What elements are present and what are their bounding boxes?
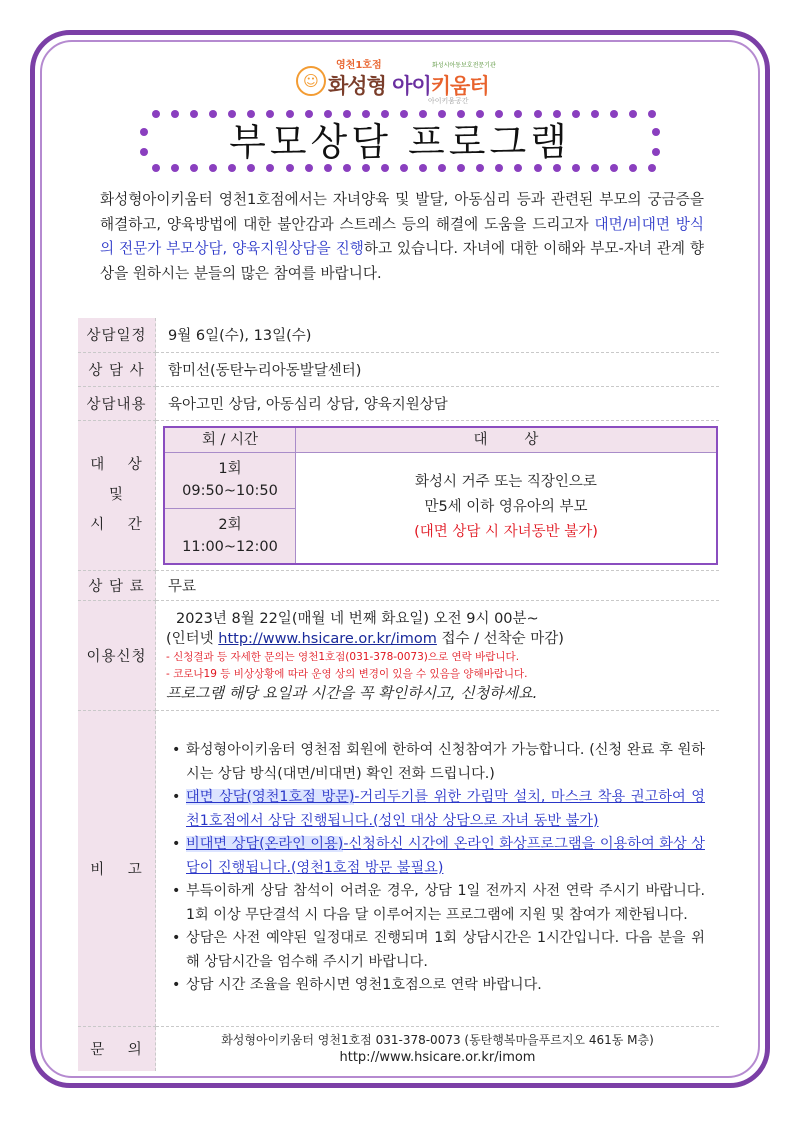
session-1-num: 1회 [218, 461, 242, 477]
session-1 [164, 452, 296, 508]
list-item: • 대면 상담(영천1호점 방문)-거리두기를 위한 가림막 설치, 마스크 착용 권고하여 영천1호점에서 상담 진행됩니다.(성인 대상 상담으로 자녀 동반 불가) [172, 789, 705, 829]
row-fee [78, 571, 719, 601]
apply-note-1: - 신청결과 등 자세한 문의는 영천1호점(031-378-0073)으로 연락 바랍니다. [166, 650, 520, 663]
title-border-dot [400, 164, 408, 172]
session-2-time: 11:00~12:00 [182, 538, 278, 555]
session-table [163, 426, 718, 566]
apply-line2-pre: (인터넷 [166, 630, 219, 647]
title-border-dot [343, 110, 351, 118]
counselor-value: 함미선(동탄누리아동발달센터) [156, 352, 720, 386]
target-cell [156, 420, 720, 571]
target-label-line3: 시 간 [90, 517, 143, 534]
info-table [78, 318, 719, 1071]
title-border-dot [171, 110, 179, 118]
remarks-cell [156, 711, 720, 1027]
apply-label: 이용신청 [78, 601, 156, 711]
title-border-dot [400, 110, 408, 118]
title-border-dot [305, 164, 313, 172]
logo-name-part3: 키움터 [430, 74, 489, 98]
row-apply [78, 601, 719, 711]
target-label [78, 420, 156, 571]
session-2 [164, 508, 296, 564]
logo-sub: 아이키움공간 [428, 97, 469, 105]
title-border-dot [305, 110, 313, 118]
title-border-dot [553, 164, 561, 172]
apply-emphasis: 프로그램 해당 요일과 시간을 꼭 확인하시고, 신청하세요. [166, 683, 538, 702]
title-border-dot [648, 164, 656, 172]
target-label-line1: 대 상 [90, 457, 143, 474]
title-border-dot [534, 110, 542, 118]
target-label-line2: 및 [108, 487, 124, 504]
list-item: • 부득이하게 상담 참석이 어려운 경우, 상담 1일 전까지 사전 연락 주시기 바랍니다. 1회 이상 무단결석 시 다음 달 이루어지는 프로그램에 지원 및 참여가 제한됩니다. [172, 883, 705, 923]
contact-cell [156, 1027, 720, 1071]
session-col-header: 회 / 시간 [164, 427, 296, 453]
title-border-dot [648, 110, 656, 118]
title-border-dot [591, 110, 599, 118]
target-line3: (대면 상담 시 자녀동반 불가) [414, 524, 598, 541]
title-box [140, 110, 660, 172]
title-border-dot [362, 164, 370, 172]
target-description [296, 452, 718, 564]
title-border-dot [286, 164, 294, 172]
intro-paragraph [100, 188, 704, 286]
title-border-dot [140, 148, 148, 156]
title-border-dot [629, 110, 637, 118]
row-content [78, 386, 719, 420]
session-1-time: 09:50~10:50 [182, 483, 278, 499]
logo-name-part1: 화성형 [328, 74, 386, 98]
intro-text-1: 화성형아이키움터 영천1호점에서는 자녀양육 및 발달, 아동심리 등과 관련된 부모의 궁금증을 해결하고, 양육방법에 대한 불안감과 스트레스 등의 해결에 도움을 드리고자 [100, 191, 704, 233]
list-item: • 상담은 사전 예약된 일정대로 진행되며 1회 상담시간은 1시간입니다. 다음 분을 위해 상담시간을 엄수해 주시기 바랍니다. [172, 930, 705, 970]
row-target [78, 420, 719, 571]
title-border-dot [419, 110, 427, 118]
row-schedule [78, 318, 719, 352]
content-value: 육아고민 상담, 아동심리 상담, 양육지원상담 [156, 386, 720, 420]
target-line2: 만5세 이하 영유아의 부모 [424, 499, 588, 516]
apply-line1: 2023년 8월 22일(매월 네 번째 화요일) 오전 9시 00분~ [176, 610, 539, 627]
title-border-dot [286, 110, 294, 118]
title-border-dot [419, 164, 427, 172]
title-border-dot [381, 110, 389, 118]
row-counselor [78, 352, 719, 386]
title-border-dot [152, 110, 160, 118]
content-label: 상담내용 [78, 386, 156, 420]
title-border-dot [324, 110, 332, 118]
target-col-header: 대 상 [296, 427, 718, 453]
intro-highlight: 대면/비대면 방식의 전문가 부모상담, 양육지원상담을 진행 [100, 215, 704, 257]
contact-url[interactable]: http://www.hsicare.or.kr/imom [339, 1049, 536, 1065]
counselor-label: 상 담 사 [78, 352, 156, 386]
list-item: • 상담 시간 조율을 원하시면 영천1호점으로 연락 바랍니다. [172, 977, 542, 994]
smile-face-icon: ☺ [296, 66, 326, 96]
title-border-dot [591, 164, 599, 172]
list-item: • 화성형아이키움터 영천점 회원에 한하여 신청참여가 가능합니다. (신청 완료 후 원하시는 상담 방식(대면/비대면) 확인 전화 드립니다.) [172, 742, 705, 782]
remarks-label: 비 고 [78, 711, 156, 1027]
logo [296, 52, 526, 108]
title-border-dot [343, 164, 351, 172]
apply-line2 [166, 629, 718, 649]
title-border-dot [381, 164, 389, 172]
fee-label: 상 담 료 [78, 571, 156, 601]
apply-note-2: - 코로나19 등 비상상황에 따라 운영 상의 변경이 있을 수 있음을 양해바랍니다. [166, 667, 528, 680]
row-remarks [78, 711, 719, 1027]
title-border-dot [140, 128, 148, 136]
title-border-dot [610, 164, 618, 172]
title-border-dot [572, 110, 580, 118]
title-border-dot [572, 164, 580, 172]
title-border-dot [629, 164, 637, 172]
schedule-value: 9월 6일(수), 13일(수) [156, 318, 720, 352]
apply-line2-post: 접수 / 선착순 마감) [436, 630, 564, 647]
contact-label: 문 의 [78, 1027, 156, 1071]
title-border-dot [652, 148, 660, 156]
schedule-label: 상담일정 [78, 318, 156, 352]
remarks-list [160, 739, 705, 998]
intro-text-2: 하고 있습니다. 자녀에 대한 이해와 부모-자녀 관계 향상을 원하시는 분들의 많은 참여를 바랍니다. [100, 240, 704, 282]
title-border-dot [534, 164, 542, 172]
page-title: 부모상담 프로그램 [229, 120, 571, 164]
title-border-dot [362, 110, 370, 118]
title-border-dot [610, 110, 618, 118]
title-border-dot [152, 164, 160, 172]
logo-name-part2: 아이 [392, 74, 431, 98]
row-contact [78, 1027, 719, 1071]
title-border-dot [324, 164, 332, 172]
title-border-dot [553, 110, 561, 118]
target-line1: 화성시 거주 또는 직장인으로 [415, 474, 597, 491]
logo-org: 화성시아동보호전문기관 [432, 62, 496, 69]
apply-cell [156, 601, 720, 711]
list-item: • 비대면 상담(온라인 이용)-신청하신 시간에 온라인 화상프로그램을 이용하여 화상 상담이 진행됩니다.(영천1호점 방문 불필요) [172, 836, 705, 876]
apply-link[interactable]: http://www.hsicare.or.kr/imom [218, 630, 437, 647]
logo-branch: 영천1호점 [336, 60, 382, 71]
title-border-dot [652, 128, 660, 136]
contact-line1: 화성형아이키움터 영천1호점 031-378-0073 (동탄행복마을푸르지오 461동 M층) [221, 1032, 654, 1047]
title-border-dot [171, 164, 179, 172]
session-2-num: 2회 [218, 516, 242, 533]
fee-value: 무료 [156, 571, 720, 601]
